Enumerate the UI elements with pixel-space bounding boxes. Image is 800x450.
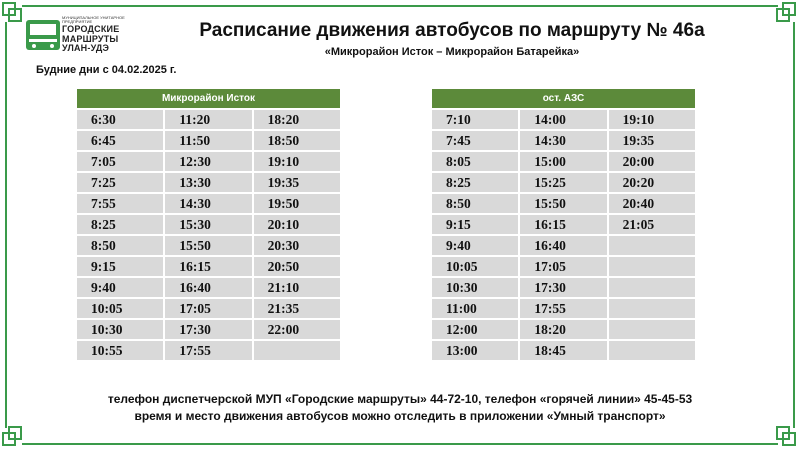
time-cell: 10:30 [77,320,163,339]
time-cell: 18:50 [254,131,340,150]
time-cell: 9:40 [77,278,163,297]
time-cell [609,299,695,318]
time-cell: 21:10 [254,278,340,297]
time-cell: 10:30 [432,278,518,297]
time-cell: 9:15 [77,257,163,276]
time-cell: 13:00 [432,341,518,360]
time-cell: 8:50 [77,236,163,255]
frame-right-line [793,22,795,428]
timetable-left-grid [77,110,340,360]
footer-phones: телефон диспетчерской МУП «Городские маршруты» 44-72-10, телефон «горячей линии» 45-45-53 [107,392,693,406]
time-cell: 11:50 [165,131,251,150]
logo-text [62,16,142,54]
time-cell [609,257,695,276]
time-cell: 8:05 [432,152,518,171]
time-cell: 12:30 [165,152,251,171]
route-subtitle: «Микрорайон Исток – Микрорайон Батарейка» [324,46,580,58]
time-cell [609,320,695,339]
time-cell: 20:00 [609,152,695,171]
time-cell: 7:05 [77,152,163,171]
time-cell: 13:30 [165,173,251,192]
logo-line-1: ГОРОДСКИЕ [62,24,120,34]
time-cell: 17:30 [520,278,606,297]
time-cell: 9:15 [432,215,518,234]
time-cell: 12:00 [432,320,518,339]
time-cell [609,341,695,360]
time-cell: 17:30 [165,320,251,339]
time-cell: 18:20 [254,110,340,129]
time-cell [609,236,695,255]
time-cell: 6:45 [77,131,163,150]
time-cell: 10:05 [432,257,518,276]
time-cell: 20:40 [609,194,695,213]
logo-small-text: МУНИЦИПАЛЬНОЕ УНИТАРНОЕ ПРЕДПРИЯТИЕ [62,15,125,24]
time-cell: 8:25 [432,173,518,192]
time-cell: 10:05 [77,299,163,318]
time-cell: 14:30 [520,131,606,150]
time-cell [609,278,695,297]
time-cell: 20:50 [254,257,340,276]
time-cell: 15:50 [520,194,606,213]
time-cell: 14:00 [520,110,606,129]
weekdays-label: Будние дни с 04.02.2025 г. [36,64,177,76]
time-cell: 19:10 [254,152,340,171]
frame-bottom-line [22,443,778,445]
timetable-left-header: Микрорайон Исток [77,89,340,108]
time-cell: 7:45 [432,131,518,150]
time-cell: 19:35 [609,131,695,150]
time-cell: 20:30 [254,236,340,255]
corner-ornament-top-left [2,2,24,24]
time-cell [254,341,340,360]
time-cell: 15:25 [520,173,606,192]
time-cell: 22:00 [254,320,340,339]
corner-ornament-top-right [776,2,798,24]
logo-line-3: УЛАН-УДЭ [62,43,110,53]
time-cell: 11:00 [432,299,518,318]
time-cell: 21:35 [254,299,340,318]
time-cell: 17:55 [165,341,251,360]
frame-top-line [22,5,778,7]
time-cell: 19:10 [609,110,695,129]
corner-ornament-bottom-left [2,426,24,448]
timetable-right-grid [432,110,695,360]
time-cell: 17:05 [165,299,251,318]
time-cell: 7:55 [77,194,163,213]
time-cell: 15:30 [165,215,251,234]
time-cell: 14:30 [165,194,251,213]
timetable-right [432,89,695,360]
time-cell: 16:40 [520,236,606,255]
time-cell: 20:20 [609,173,695,192]
time-cell: 15:00 [520,152,606,171]
timetable-right-header: ост. АЗС [432,89,695,108]
time-cell: 8:50 [432,194,518,213]
time-cell: 7:25 [77,173,163,192]
time-cell: 7:10 [432,110,518,129]
time-cell: 17:55 [520,299,606,318]
time-cell: 16:15 [165,257,251,276]
page-title: Расписание движения автобусов по маршруту № 46а [199,20,705,41]
logo-line-2: МАРШРУТЫ [62,33,119,44]
time-cell: 9:40 [432,236,518,255]
time-cell: 15:50 [165,236,251,255]
time-cell: 17:05 [520,257,606,276]
time-cell: 18:45 [520,341,606,360]
time-cell: 8:25 [77,215,163,234]
time-cell: 11:20 [165,110,251,129]
footer-app-info: время и место движения автобусов можно отследить в приложении «Умный транспорт» [134,409,666,423]
frame-left-line [5,22,7,428]
time-cell: 21:05 [609,215,695,234]
time-cell: 19:50 [254,194,340,213]
time-cell: 16:40 [165,278,251,297]
time-cell: 6:30 [77,110,163,129]
time-cell: 18:20 [520,320,606,339]
time-cell: 20:10 [254,215,340,234]
time-cell: 16:15 [520,215,606,234]
corner-ornament-bottom-right [776,426,798,448]
time-cell: 10:55 [77,341,163,360]
time-cell: 19:35 [254,173,340,192]
timetable-left [77,89,340,360]
